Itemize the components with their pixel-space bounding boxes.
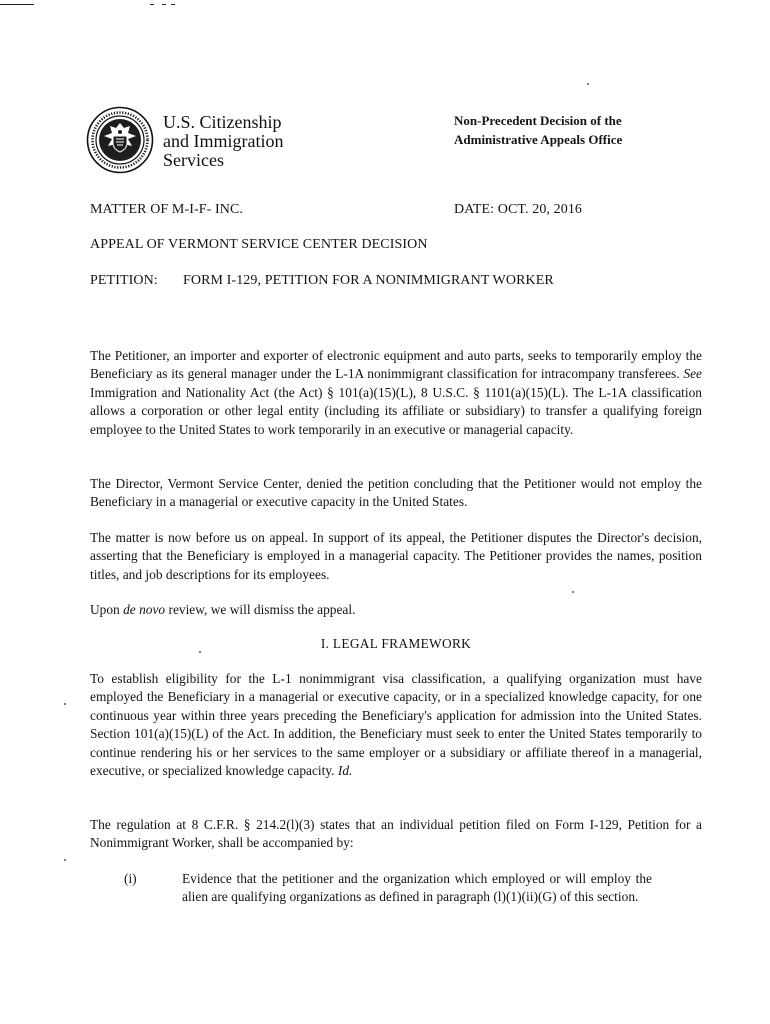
paragraph-framework [90, 670, 702, 780]
decision-date: DATE: OCT. 20, 2016 [454, 202, 583, 217]
agency-line: U.S. Citizenship [163, 112, 282, 132]
scan-artifact [171, 4, 175, 5]
list-item-text: Evidence that the petitioner and the organization which employed or will employ the alien are qualifying organizations as defined in paragraph (l)(1)(ii)(G) of this section. [182, 871, 652, 905]
text-run-italic: de novo [123, 602, 166, 617]
agency-name [163, 113, 283, 170]
text-run: Upon [90, 602, 124, 617]
text-run: Immigration and Nationality Act (the Act) § 101(a)(15)(L), 8 U.S.C. § 1101(a)(15)(L). The L-1A classification allows a corporation or other legal entity (including its affiliate or subsidiary) to transfer a qualifying foreign employee to the United States to work temporarily in an executive or managerial capacity. [90, 384, 702, 437]
matter-line: MATTER OF M-I-F- INC. [90, 202, 243, 217]
dhs-seal-icon [86, 106, 154, 174]
text-run-italic: Id. [337, 763, 353, 779]
scan-artifact [150, 4, 154, 5]
text-run: The Petitioner, an importer and exporter of electronic equipment and auto parts, seeks to temporarily employ the Beneficiary as its general manager under the L-1A nonimmigrant classification for intracompany transferees. [90, 348, 702, 382]
list-item-number: (i) [124, 871, 137, 886]
scan-speck [587, 83, 589, 85]
scan-speck [64, 859, 66, 861]
agency-line: Services [163, 150, 224, 170]
paragraph-appeal: The matter is now before us on appeal. In support of its appeal, the Petitioner disputes the Director's decision, asserting that the Beneficiary is employed in a managerial capacity. The Petitioner provides the names, position titles, and job descriptions for its employees. [90, 530, 702, 582]
appeal-line: APPEAL OF VERMONT SERVICE CENTER DECISION [90, 237, 428, 252]
petition-label: PETITION: [90, 273, 158, 288]
scan-speck [572, 591, 574, 593]
decision-type-line: Administrative Appeals Office [454, 132, 623, 147]
text-run-italic: See [683, 366, 702, 382]
text-run: review, we will dismiss the appeal. [165, 602, 356, 617]
scan-speck [64, 703, 66, 705]
paragraph-review [90, 601, 702, 619]
text-run: To establish eligibility for the L-1 nonimmigrant visa classification, a qualifying organization must have employed the Beneficiary in a managerial or executive capacity, or in a specialized knowledge capacity, for one continuous year within three years preceding the Beneficiary's application for admission into the United States. Section 101(a)(15)(L) of the Act. In addition, the Beneficiary must seek to enter the United States temporarily to continue rendering his or her services to the same employer or a subsidiary or affiliate thereof in a managerial, executive, or specialized knowledge capacity. [90, 671, 702, 779]
decision-type [454, 111, 622, 149]
agency-line: and Immigration [163, 131, 284, 151]
scan-speck [199, 651, 201, 653]
section-heading: I. LEGAL FRAMEWORK [320, 636, 472, 651]
paragraph-regulation: The regulation at 8 C.F.R. § 214.2(l)(3) states that an individual petition filed on Form I-129, Petition for a Nonimmigrant Worker, shall be accompanied by: [90, 817, 702, 851]
decision-type-line: Non-Precedent Decision of the [454, 113, 622, 128]
scan-artifact [162, 4, 166, 5]
scan-artifact [0, 4, 34, 5]
paragraph-director: The Director, Vermont Service Center, denied the petition concluding that the Petitioner would not employ the Beneficiary in a managerial or executive capacity in the United States. [90, 476, 702, 510]
petition-value: FORM I-129, PETITION FOR A NONIMMIGRANT WORKER [183, 273, 554, 288]
paragraph-intro [90, 347, 702, 439]
